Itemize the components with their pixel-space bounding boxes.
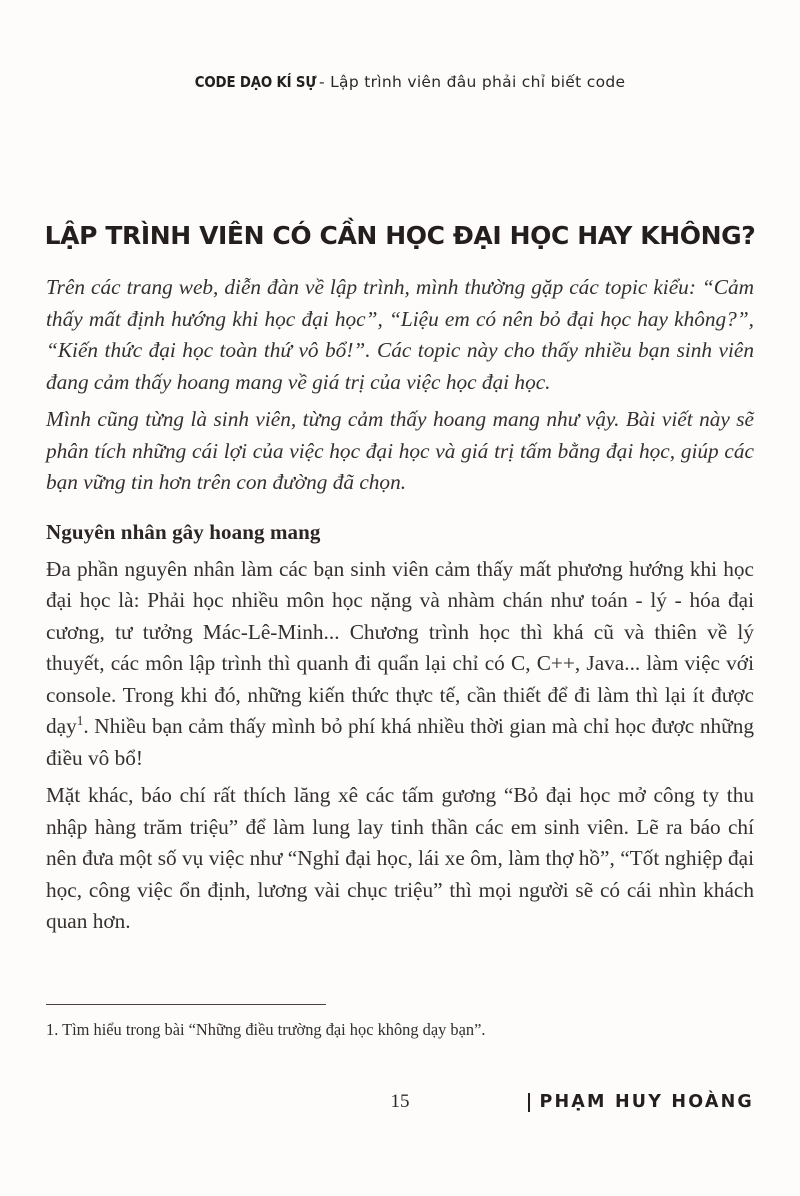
paragraph-intro-2: Mình cũng từng là sinh viên, từng cảm thấy hoang mang như vậy. Bài viết này sẽ phân tích những cái lợi của việc học đại học và giá trị tấm bằng đại học, giúp các bạn vững tin hơn trên con đường đã chọn.	[46, 407, 754, 494]
article-body	[46, 272, 754, 944]
paragraph-body-2: Mặt khác, báo chí rất thích lăng xê các tấm gương “Bỏ đại học mở công ty thu nhập hàng trăm triệu” để làm lung lay tinh thần các em sinh viên. Lẽ ra báo chí nên đưa một số vụ việc như “Nghỉ đại học, lái xe ôm, làm thợ hồ”, “Tốt nghiệp đại học, công việc ổn định, lương vài chục triệu” thì mọi người sẽ có cái nhìn khách quan hơn.	[46, 783, 754, 933]
paragraph-body-1	[46, 554, 754, 775]
footnote-area	[46, 1004, 754, 1041]
author-mark	[528, 1088, 754, 1116]
footnote-text: 1. Tìm hiểu trong bài “Những điều trường đại học không dạy bạn”.	[46, 1020, 486, 1040]
header-subtitle-text: Lập trình viên đâu phải chỉ biết code	[330, 73, 626, 91]
running-header	[0, 73, 800, 92]
header-subtitle	[319, 73, 625, 91]
page-title: LẬP TRÌNH VIÊN CÓ CẦN HỌC ĐẠI HỌC HAY KHÔNG?	[44, 220, 756, 250]
header-separator: -	[318, 73, 325, 91]
section-heading: Nguyên nhân gây hoang mang	[46, 519, 321, 544]
page-number: 15	[390, 1091, 410, 1112]
footnote-reference-1[interactable]: 1	[76, 712, 84, 728]
paragraph-intro-1: Trên các trang web, diễn đàn về lập trình, mình thường gặp các topic kiểu: “Cảm thấy mất định hướng khi học đại học”, “Liệu em có nên bỏ đại học hay không?”, “Kiến thức đại học toàn thứ vô bổ!”. Các topic này cho thấy nhiều bạn sinh viên đang cảm thấy hoang mang về giá trị của việc học đại học.	[46, 275, 754, 394]
header-brand: CODE DẠO KÍ SỰ	[194, 73, 316, 91]
footnote-separator-rule	[46, 1004, 326, 1005]
paragraph-body-1-text-a: Đa phần nguyên nhân làm các bạn sinh viên cảm thấy mất phương hướng khi học đại học là: Phải học nhiều môn học nặng và nhàm chán như toán - lý - hóa đại cương, tư tưởng Mác-Lê-Minh... Chương trình học thì khá cũ và thiên về lý thuyết, các môn lập trình thì quanh đi quẩn lại chỉ có C, C++, Java... làm việc với console. Trong khi đó, những kiến thức thực tế, cần thiết để đi làm thì lại ít được dạy	[46, 556, 754, 738]
author-name: PHẠM HUY HOÀNG	[539, 1092, 754, 1112]
page-footer	[46, 1088, 754, 1122]
paragraph-body-1-text-b: . Nhiều bạn cảm thấy mình bỏ phí khá nhiều thời gian mà chỉ học được những điều vô bổ!	[46, 714, 754, 770]
vertical-bar-icon	[528, 1093, 531, 1112]
